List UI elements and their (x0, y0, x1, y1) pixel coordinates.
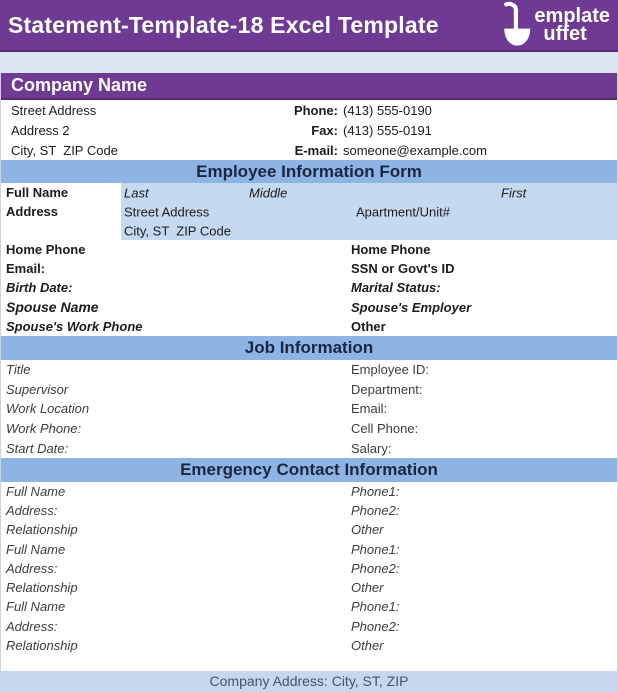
company-city: City, ST ZIP Code (11, 142, 118, 158)
title-bar (0, 0, 618, 52)
ssn-label: SSN or Govt's ID (351, 261, 455, 277)
name-hint-row (121, 183, 617, 202)
personal-fields (1, 240, 617, 336)
footer-bar (1, 671, 617, 692)
cell-phone-label: Cell Phone: (351, 421, 419, 437)
logo-wordmark (534, 7, 610, 43)
home-phone-label: Home Phone (6, 242, 86, 258)
title-label: Title (6, 362, 31, 378)
company-row (1, 140, 617, 160)
ec-phone1-label: Phone1: (351, 541, 400, 557)
company-address2: Address 2 (11, 122, 70, 138)
ec-relationship-label: Relationship (6, 522, 78, 538)
form-body (0, 73, 618, 692)
logo-line1: emplate (534, 5, 610, 27)
field-row (1, 399, 617, 419)
company-name: Company Name (11, 75, 148, 95)
field-row (1, 317, 617, 336)
salary-label: Salary: (351, 440, 392, 456)
template-buffet-logo (498, 0, 610, 51)
field-row (1, 438, 617, 458)
work-phone-label: Work Phone: (6, 421, 82, 437)
ladle-icon (498, 0, 532, 51)
field-row (1, 380, 617, 400)
start-date-label: Start Date: (6, 440, 69, 456)
ec-phone1-label: Phone1: (351, 599, 400, 615)
field-row (1, 616, 617, 635)
home-phone-label: Home Phone (351, 242, 431, 258)
field-row (1, 240, 617, 259)
birth-date-label: Birth Date: (6, 280, 73, 296)
company-info (1, 100, 617, 160)
employee-section-header: Employee Information Form (1, 160, 617, 183)
field-row (1, 597, 617, 616)
ec-phone1-label: Phone1: (351, 484, 400, 500)
ec-full-name-label: Full Name (6, 484, 66, 500)
field-row (1, 482, 617, 501)
field-row (1, 520, 617, 539)
address-hint-row (121, 202, 617, 221)
email-label: E-mail: (294, 142, 338, 158)
field-row (1, 278, 617, 297)
name-address-block (1, 183, 617, 240)
middle-name-hint: Middle (249, 185, 288, 200)
city-hint: City, ST ZIP Code (124, 223, 231, 238)
ec-relationship-label: Relationship (6, 580, 78, 596)
phone-value: (413) 555-0190 (343, 102, 432, 118)
field-row (1, 259, 617, 278)
field-row (1, 540, 617, 559)
field-row (1, 636, 617, 655)
address-label: Address (6, 204, 59, 219)
ec-address-label: Address: (6, 560, 58, 576)
email-label: Email: (6, 261, 46, 277)
ec-address-label: Address: (6, 503, 58, 519)
spouse-work-phone-label: Spouse's Work Phone (6, 318, 143, 334)
company-name-bar (1, 73, 617, 100)
job-fields (1, 360, 617, 458)
apartment-hint: Apartment/Unit# (356, 204, 450, 219)
field-row (1, 578, 617, 597)
field-row (1, 501, 617, 520)
company-row (1, 100, 617, 120)
field-row (1, 360, 617, 380)
ec-phone2-label: Phone2: (351, 503, 400, 519)
header-spacer (0, 52, 618, 73)
marital-status-label: Marital Status: (351, 280, 441, 296)
company-row (1, 120, 617, 140)
ec-other-label: Other (351, 637, 384, 653)
company-street: Street Address (11, 102, 97, 118)
city-hint-row (121, 221, 617, 240)
job-section-header: Job Information (1, 336, 617, 360)
other-label: Other (351, 318, 386, 334)
work-email-label: Email: (351, 401, 388, 417)
ec-address-label: Address: (6, 618, 58, 634)
name-address-fields (121, 183, 617, 240)
field-row (1, 298, 617, 317)
ec-full-name-label: Full Name (6, 599, 66, 615)
spouse-name-label: Spouse Name (6, 299, 99, 316)
supervisor-label: Supervisor (6, 381, 69, 397)
first-name-hint: First (501, 185, 527, 200)
ec-full-name-label: Full Name (6, 541, 66, 557)
department-label: Department: (351, 381, 423, 397)
page-title: Statement-Template-18 Excel Template (8, 11, 439, 38)
full-name-label: Full Name (6, 185, 69, 200)
ec-phone2-label: Phone2: (351, 560, 400, 576)
street-hint: Street Address (124, 204, 210, 219)
fax-label: Fax: (311, 122, 338, 138)
ec-phone2-label: Phone2: (351, 618, 400, 634)
field-row (1, 419, 617, 439)
footer-spacer (1, 655, 617, 671)
work-location-label: Work Location (6, 401, 90, 417)
ec-relationship-label: Relationship (6, 637, 78, 653)
phone-label: Phone: (293, 102, 338, 118)
last-name-hint: Last (124, 185, 149, 200)
ec-other-label: Other (351, 580, 384, 596)
emergency-fields (1, 482, 617, 655)
fax-value: (413) 555-0191 (343, 122, 432, 138)
field-row (1, 559, 617, 578)
emergency-section-header: Emergency Contact Information (1, 458, 617, 482)
email-value: someone@example.com (343, 142, 487, 158)
spouse-employer-label: Spouse's Employer (351, 299, 472, 315)
logo-line2: uffet (543, 23, 587, 45)
name-address-labels (1, 183, 121, 240)
employee-id-label: Employee ID: (351, 362, 430, 378)
footer-company-address: Company Address: City, ST, ZIP (209, 673, 409, 690)
ec-other-label: Other (351, 522, 384, 538)
